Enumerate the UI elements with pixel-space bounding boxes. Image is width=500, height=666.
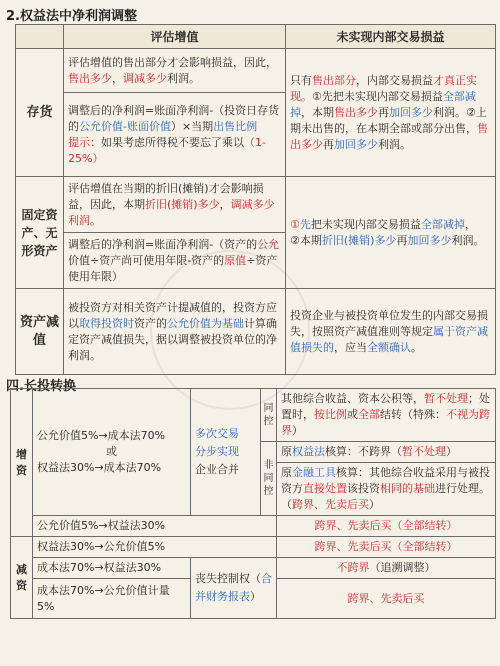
label-common-control: 同控 xyxy=(261,389,277,442)
header-unrealized-internal: 未实现内部交易损益 xyxy=(286,25,496,49)
decrease-row-cost-to-equity-result: 不跨界（追溯调整） xyxy=(277,558,496,579)
ltei-conversion-table xyxy=(10,388,496,619)
fixed-valuation-note: 评估增值在当期的折旧(摊销)才会影响损益，因此，本期折旧(摊销)多少，调减多少利润。 xyxy=(64,177,286,233)
fixed-internal-note: ①先把未实现内部交易损益全部减掉， ②本期折旧(摊销)多少再加回多少利润。 xyxy=(286,177,496,289)
equity-adjustment-table xyxy=(15,24,496,375)
decrease-row-equity-to-fv: 权益法30%→公允价值5% xyxy=(33,537,277,558)
loss-of-control-note: 丧失控制权（合并财务报表） xyxy=(191,558,277,619)
non-common-equity-note: 原权益法核算：不跨界（暂不处理） xyxy=(277,442,496,463)
header-valuation-increase: 评估增值 xyxy=(64,25,286,49)
common-control-note: 其他综合收益、资本公积等，暂不处理；处置时，按比例或全部结转（特殊：不视为跨界） xyxy=(277,389,496,442)
decrease-row-cost-to-equity: 成本法70%→权益法30% xyxy=(33,558,191,579)
increase-row-fv-to-equity: 公允价值5%→权益法30% xyxy=(33,516,277,537)
inventory-internal-note: 只有售出部分，内部交易损益才真正实现。①先把未实现内部交易损益全部减掉，本期售出多少再加回多少利润。②上期未出售的，在本期全部或部分出售，售出多少再加回多少利润。 xyxy=(286,49,496,177)
label-decrease: 减 资 xyxy=(11,537,33,619)
label-non-common-control: 非同控 xyxy=(261,442,277,516)
decrease-row-equity-to-fv-result: 跨界、先卖后买（全部结转） xyxy=(277,537,496,558)
label-increase: 增 资 xyxy=(11,389,33,537)
inventory-formula-note: 调整后的净利润=账面净利润-（投资日存货的公允价值-账面价值）×当期出售比例 提示：如果考虑所得税不要忘了乘以（1-25%） xyxy=(64,93,286,177)
impairment-valuation-note: 被投资方对相关资产计提减值的，投资方应以取得投资时资产的公允价值为基础计算确定资产减值损失，据以调整被投资单位的净利润。 xyxy=(64,289,286,375)
fixed-formula-note: 调整后的净利润=账面净利润-（资产的公允价值÷资产尚可使用年限-资产的原值÷资产使用年限） xyxy=(64,233,286,289)
section-title-ltei-conversion: 四.长投转换 xyxy=(6,379,76,394)
impairment-internal-note: 投资企业与被投资单位发生的内部交易损失，按照资产减值准则等规定属于资产减值损失的，应当全额确认。 xyxy=(286,289,496,375)
section-title-equity-adjustment: 2.权益法中净利润调整 xyxy=(6,9,137,24)
increase-row-fv-to-equity-result: 跨界、先卖后买（全部结转） xyxy=(277,516,496,537)
decrease-row-cost-to-fv: 成本法70%→公允价值计量5% xyxy=(33,579,191,619)
row-label-impairment: 资产减值 xyxy=(16,289,64,375)
decrease-row-cost-to-fv-result: 跨界、先卖后买 xyxy=(277,579,496,619)
row-label-inventory: 存货 xyxy=(16,49,64,177)
inventory-valuation-note: 评估增值的售出部分才会影响损益，因此，售出多少，调减多少利润。 xyxy=(64,49,286,93)
step-acquisition: 多次交易 分步实现 企业合并 xyxy=(191,389,261,516)
row-label-fixed-assets: 固定资产、无形资产 xyxy=(16,177,64,289)
non-common-financial-note: 原金融工具核算：其他综合收益采用与被投资方直接处置该投资相同的基础进行处理。（跨界、先卖后买） xyxy=(277,463,496,516)
increase-paths: 公允价值5%→成本法70% 或 权益法30%→成本法70% xyxy=(33,389,191,516)
